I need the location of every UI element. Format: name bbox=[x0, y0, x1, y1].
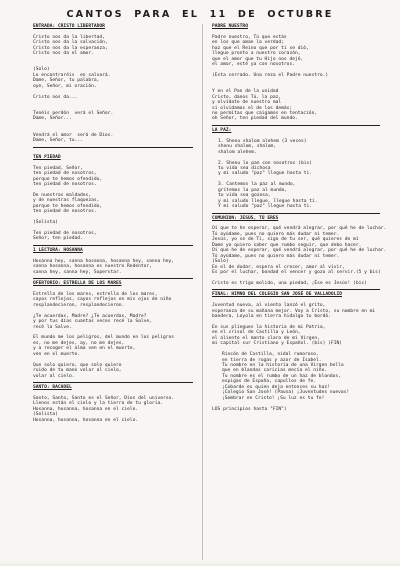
lyric-line: gritemos la paz al mundo, bbox=[218, 187, 288, 193]
divider bbox=[33, 147, 193, 148]
verse bbox=[33, 363, 193, 379]
lyric-line: 2. Shenu lo pan con nosotros (bis) bbox=[218, 160, 313, 166]
lyric-line: Llenos están el cielo y la tierra de tu gloria. bbox=[33, 401, 163, 407]
lyric-line: esperanza de su mañana mejor. Voy a Cristo, su nombre en mi bbox=[212, 308, 376, 314]
refrain bbox=[33, 35, 193, 57]
verse bbox=[33, 193, 193, 215]
section-heading: COMUNION: JESÚS, TÚ ERES bbox=[212, 215, 279, 221]
divider bbox=[33, 278, 193, 279]
lyric-line: porque te hemos ofendido, bbox=[33, 176, 103, 182]
lyric-line: En sus pliegues la historia de mi Patria, bbox=[212, 324, 326, 330]
lyric-line: Hosanna, hosanna, hosanna en el cielo. bbox=[33, 406, 139, 412]
verse bbox=[212, 226, 387, 275]
lyric-line: Tú ayúdame, pues no quiero más dudar ni temer. bbox=[212, 253, 340, 259]
verse bbox=[212, 89, 380, 122]
section-heading: 1 LECTURA: HOSANNA bbox=[33, 247, 83, 253]
lyric-line: Ten piedad de nosotros, bbox=[33, 231, 97, 236]
lyric-line: mi capital sur Cristiano y Español. (bis) (FIN) bbox=[212, 341, 342, 347]
verse bbox=[33, 292, 193, 308]
lyric-line: Cristo nos da el amor. bbox=[33, 51, 94, 57]
lyric-line: Vendrá el amor será de Dios. bbox=[33, 132, 114, 138]
closing-line: Cristo es trigo molido, una piedad, ¡Ése es Jesús! (bis) bbox=[212, 280, 367, 286]
section-ofertorio bbox=[33, 281, 193, 383]
lyric-line: Cristo, danos Tú, la paz, bbox=[212, 94, 282, 100]
lyric-line: Que solo quiero, que solo quiero bbox=[33, 362, 122, 368]
lyric-line: no permitas que caigamos en tentación, bbox=[212, 111, 318, 117]
solo-verse bbox=[33, 73, 193, 89]
lyric-line: el amor, esté ya con nosotros. bbox=[212, 62, 295, 68]
lyric-line: ruido de tu mano volar al cielo, bbox=[33, 368, 122, 374]
verse bbox=[33, 231, 193, 242]
divider bbox=[212, 289, 380, 290]
lyric-line: volar al cielo. bbox=[33, 373, 75, 379]
verse bbox=[33, 133, 193, 144]
lyric-line: Dame yo quiero saber que rumbo seguir, que debo hacer. bbox=[212, 242, 362, 248]
lyric-line: que el amor que tu Hijo nos dejó, bbox=[212, 56, 304, 62]
verse bbox=[212, 182, 380, 209]
section-entrada bbox=[33, 24, 193, 148]
lyric-line: tu vida sea gozosa, bbox=[218, 193, 271, 199]
section-padre-nuestro bbox=[212, 24, 380, 126]
lyric-line: Padre nuestro, Tú que estás bbox=[212, 34, 287, 40]
left-column bbox=[33, 24, 193, 423]
section-heading: FINAL: HIMNO DEL COLEGIO SAN JOSÉ DE VALLADOLID bbox=[212, 292, 342, 298]
lyric-line: 3. Cantemos la paz al mundo, bbox=[218, 182, 296, 188]
divider bbox=[212, 125, 380, 126]
verse bbox=[212, 35, 380, 68]
lyric-line: y de nuestras flaquezas, bbox=[33, 198, 100, 204]
section-lectura bbox=[33, 248, 193, 279]
lyric-line: De nuestras maldades, bbox=[33, 192, 92, 198]
right-column bbox=[212, 24, 387, 412]
verse bbox=[212, 303, 380, 319]
lyric-line: Tu nombre es el rumbo de un haz de blondos, bbox=[222, 373, 341, 379]
column-divider bbox=[202, 24, 203, 560]
lyric-line: y olvídate de nuestro mal bbox=[212, 100, 282, 106]
lyric-line: En el de dudar, espera el crecer, amor al vivir, bbox=[212, 264, 345, 270]
lyric-line: Jesús, yo se de Ti, sigo de tu ser, qué quieres de mí bbox=[212, 237, 359, 243]
section-heading: SANTO: BACADEL bbox=[33, 385, 72, 391]
divider bbox=[212, 213, 380, 214]
divider bbox=[33, 382, 193, 383]
lyric-line: el aliento el manto claro de mi Virgen, bbox=[212, 335, 320, 341]
lyric-line: shalom alehem. bbox=[218, 149, 257, 155]
lyric-line: Dame, Señor, tu palabra, bbox=[33, 78, 100, 84]
tail-line: LOS principios hasta "FIN") bbox=[212, 406, 287, 412]
divider bbox=[33, 245, 193, 246]
lyric-line: tu vida sea dichosa bbox=[218, 165, 271, 171]
lyric-line: y mi saludo llegue, llegue hasta ti. bbox=[218, 198, 318, 204]
lyric-line: (Solista) bbox=[33, 412, 58, 418]
lyric-line: Hosanna hey, sanna hosanna, hosanna hey, sanna hey, bbox=[33, 258, 175, 264]
verse bbox=[212, 161, 380, 177]
lyric-line: cayos reflejos, cayos reflejos en mis ojos de niño bbox=[33, 297, 172, 303]
solo-tag: (Solista) bbox=[33, 220, 58, 226]
section-piedad bbox=[33, 155, 193, 246]
lyric-line: Oí que he de esperar, qué vendrá alegrar, por qué he de luchar. bbox=[212, 248, 387, 254]
lyric-line: oh Señor, ten piedad del mundo. bbox=[212, 116, 298, 122]
lyric-line: y a recoger el alma ven en el muerte, bbox=[33, 346, 136, 352]
section-heading: TEN PIEDAD bbox=[33, 154, 61, 160]
lyric-line: Hosanna, hosanna, hosanna en el cielo. bbox=[33, 417, 139, 423]
section-final bbox=[212, 292, 380, 412]
lyric-line: Juventud nueva, al viento lanzó el grito, bbox=[212, 303, 326, 309]
lyric-line: ten piedad de nosotros. bbox=[33, 182, 97, 188]
lyric-line: si olvidamos el de los demás; bbox=[212, 105, 293, 111]
section-heading: PADRE NUESTRO bbox=[212, 24, 248, 29]
solo-tag: (Solo) bbox=[33, 67, 50, 73]
lyric-line: shenu shalom, shalom, bbox=[218, 144, 277, 150]
lyric-line: ¡Cobarde es quien deja entonces su haz! bbox=[222, 384, 330, 390]
lyric-line: porque te hemos ofendido, bbox=[33, 203, 103, 209]
lyric-line: Y en el Pan de la unidad bbox=[212, 89, 279, 95]
lyric-line: Cristo nos da la salvación, bbox=[33, 40, 108, 46]
lyric-line: recé la Salve. bbox=[33, 324, 72, 330]
lyric-line: haz que el Reino que por ti se dió, bbox=[212, 45, 309, 51]
lyric-line: Oí que te he esperar, qué vendrá alegrar, por qué he de luchar. bbox=[212, 226, 387, 232]
lyric-line: Ten piedad, Señor, bbox=[33, 165, 83, 171]
lyric-line: sanna hosanna, hosanna es nuestro Redentor, bbox=[33, 264, 152, 270]
lyric-line: ¡Sembrar en Cristo! ¡Su luz es tu fe! bbox=[222, 395, 325, 401]
note: (Esta cerrado. Una reza el Padre nuestro.) bbox=[212, 72, 329, 78]
lyric-line: Señor, ten piedad. bbox=[33, 236, 83, 242]
lyric-line: bandera, Loyola en tierra hidalgo tu bordó. bbox=[212, 314, 331, 320]
verse bbox=[212, 325, 380, 347]
lyric-line: Dame, Señor, tu... bbox=[33, 138, 83, 144]
lyric-line: y por tus días cuantas veces recé la Salve, bbox=[33, 319, 152, 325]
verse bbox=[212, 139, 380, 155]
verse bbox=[212, 352, 380, 401]
lyric-line: Estrella de los mares, estrella de los mares, bbox=[33, 291, 158, 297]
section-heading: ENTRADA: CRISTO LIBERTADOR bbox=[33, 24, 105, 29]
lyric-line: Cristo nos da la libertad, bbox=[33, 34, 105, 40]
lyric-line: ven en el muerte. bbox=[33, 351, 81, 357]
lyric-line: oye, Señor, mi oración. bbox=[33, 83, 97, 89]
lyric-line: Cristo nos da la esperanza, bbox=[33, 45, 108, 51]
section-santo bbox=[33, 385, 193, 423]
lyric-line: Lo encontraréis en salvará. bbox=[33, 72, 111, 78]
page-title: CANTOS PARA EL 11 DE OCTUBRE bbox=[66, 9, 334, 20]
lyric-line: Dame, Señor... bbox=[33, 116, 72, 122]
lyric-line: en el crisol de Castilla y León, bbox=[212, 330, 301, 336]
section-heading: OFERTORIO: ESTRELLA DE LOS MARES bbox=[33, 281, 122, 287]
lyric-line: Tú ayúdame, pues no quiero más dudar ni temer. bbox=[212, 231, 340, 237]
lyric-line: sanna hey, sanna hey, Superstar. bbox=[33, 269, 122, 275]
lyric-line: es, no me dejes, ay, no me dejes, bbox=[33, 340, 125, 346]
lyric-line: Es por el luchar, bondad el vencer y gozo al servir.(5 y bis) bbox=[212, 270, 381, 275]
verse bbox=[33, 166, 193, 188]
lyric-line: Rincón de Castilla, nidal rumoroso, bbox=[222, 352, 319, 358]
lyric-line: resplandecieron, resplandecieron. bbox=[33, 302, 125, 308]
section-paz bbox=[212, 128, 380, 214]
lyric-line: Tenéis perdón verá el Señor. bbox=[33, 110, 114, 116]
lyric-line: llegue pronto a nuestro corazón, bbox=[212, 51, 301, 57]
verse bbox=[33, 335, 193, 357]
lyric-line: espigas de España, capullos de fe. bbox=[222, 379, 317, 385]
section-comunion bbox=[212, 215, 387, 291]
lyric-line: ¡Colegio San José! (Pausa) ¡Juventudes nuevas! bbox=[222, 390, 350, 396]
lyric-line: 1. Shenu shalom alehem (3 veces) bbox=[218, 138, 307, 144]
lyric-line: Tu nombre en la historia de una Virgen bella bbox=[222, 363, 344, 368]
lyric-line: ten piedad de nosotros. bbox=[33, 209, 97, 215]
verse bbox=[33, 396, 193, 423]
refrain-short: Cristo nos da... bbox=[33, 94, 78, 100]
lyric-line: que en blandas caricias mecía el niño. bbox=[222, 368, 328, 374]
lyric-line: y mi saludo "paz" llegue hasta ti. bbox=[218, 171, 313, 177]
lyric-line: El mundo me los peligros, del mundo en los peligros bbox=[33, 335, 175, 341]
lyric-line: (Solo) bbox=[212, 259, 229, 265]
verse bbox=[33, 314, 193, 330]
lyric-line: ten piedad de nosotros, bbox=[33, 171, 97, 177]
lyric-line: en tierra de rugas y azor de Isabel. bbox=[222, 357, 322, 363]
lyric-line: Y mi saludo "paz" llegue hasta ti. bbox=[218, 204, 313, 210]
section-heading: LA PAZ: bbox=[212, 127, 232, 133]
lyric-line: en los que aman la verdad; bbox=[212, 40, 284, 46]
lyric-line: ¿Te acuerdas, Madre? ¿Te acuerdas, Madre? bbox=[33, 313, 147, 319]
verse bbox=[33, 111, 193, 122]
lyric-line: Santo, Santo, Santo es el Señor, Dios del universo. bbox=[33, 395, 175, 401]
verse bbox=[33, 259, 193, 275]
page-edge bbox=[0, 562, 400, 566]
